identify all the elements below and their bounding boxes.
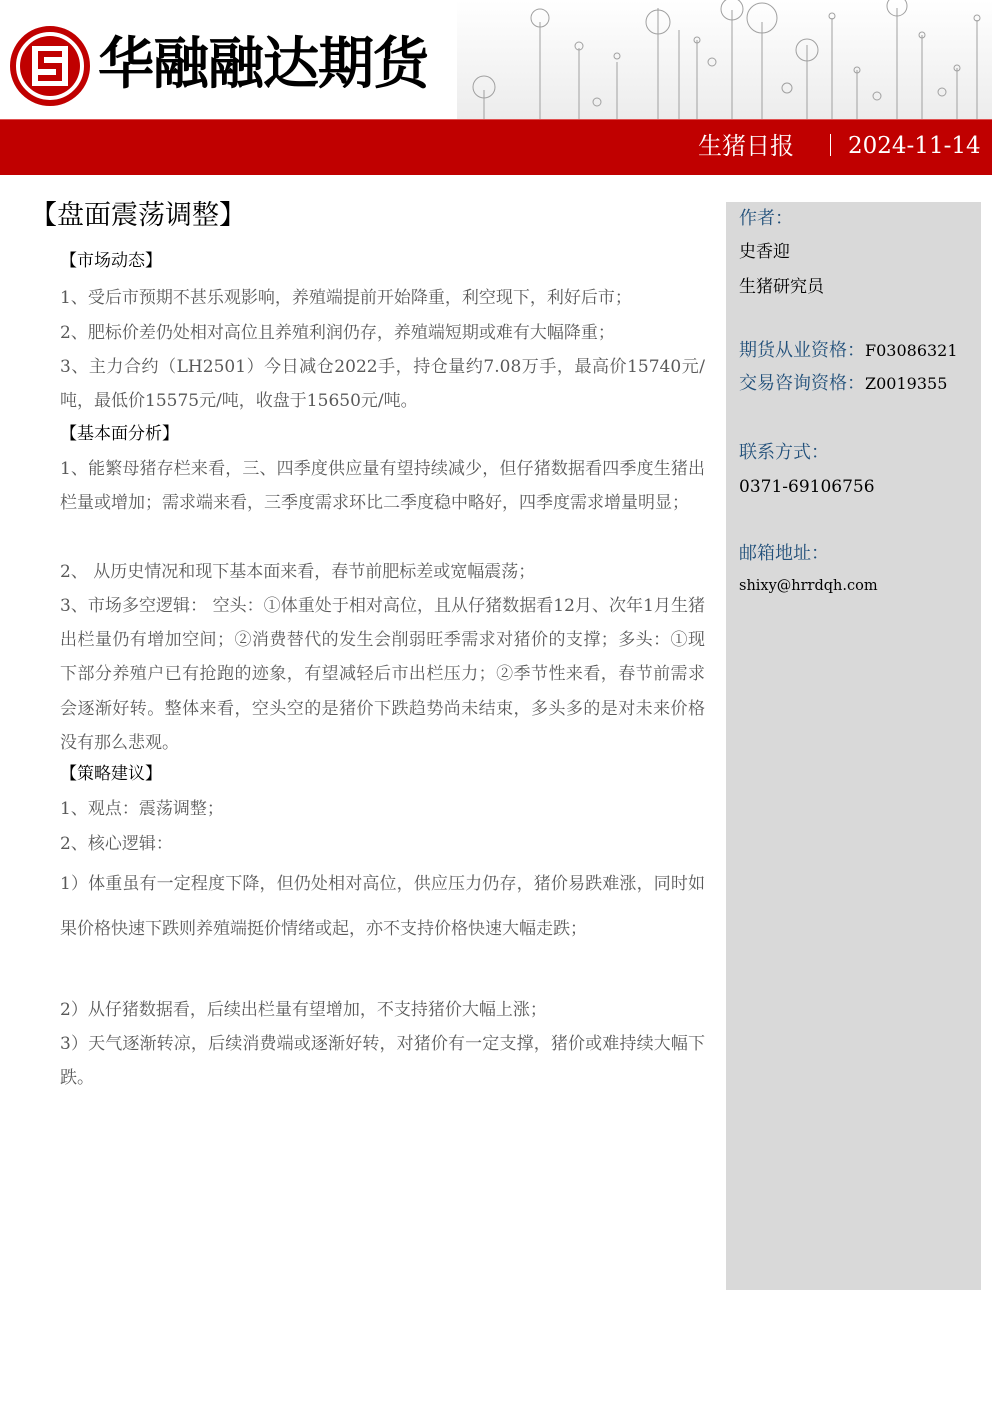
market-line-1: 1、受后市预期不甚乐观影响，养殖端提前开始降重，利空现下，利好后市；	[60, 288, 632, 308]
strategy-line-2: 2、核心逻辑：	[60, 834, 173, 854]
market-line-3: 3、主力合约（LH2501）今日减仓2022手，持仓量约7.08万手，最高价15740元/吨，最低价15575元/吨，收盘于15650元/吨。	[60, 357, 705, 412]
fundamentals-line-3: 3、市场多空逻辑： 空头：①体重处于相对高位，且从仔猪数据看12月、次年1月生猪出栏量仍有增加空间；②消费替代的发生会削弱旺季需求对猪价的支撑；多头：①现下部分养殖户已有抢跑的迹象，有望减轻后市出栏压力；②季节性来看，春节前需求会逐渐好转。整体来看，空头空的是猪价下跌趋势尚未结束，多头多的是对未来价格没有那么悲观。	[60, 596, 705, 753]
section-title-strategy: 【策略建议】	[60, 764, 162, 784]
market-line-2: 2、肥标价差仍处相对高位且养殖利润仍存，养殖端短期或难有大幅降重；	[60, 323, 615, 343]
author-label: 作者：	[739, 208, 793, 229]
futures-qualification-value: F03086321	[865, 341, 958, 360]
report-header	[0, 0, 992, 174]
section-title-market: 【市场动态】	[60, 251, 162, 271]
strategy-line-1: 1、观点：震荡调整；	[60, 799, 224, 819]
contact-label: 联系方式：	[739, 442, 829, 463]
consult-qualification-label: 交易咨询资格：	[739, 373, 865, 394]
strategy-line-4: 2）从仔猪数据看，后续出栏量有望增加，不支持猪价大幅上涨；	[60, 1000, 547, 1020]
email-address[interactable]: shixy@hrrdqh.com	[739, 578, 878, 594]
title-separator	[830, 134, 831, 156]
report-date: 2024-11-14	[848, 133, 981, 159]
consult-qualification-value: Z0019355	[865, 374, 948, 393]
headline: 【盘面震荡调整】	[30, 200, 246, 231]
strategy-line-5: 3）天气逐渐转凉，后续消费端或逐渐好转，对猪价有一定支撑，猪价或难持续大幅下跌。	[60, 1034, 705, 1089]
author-name: 史香迎	[739, 242, 790, 262]
futures-qualification	[739, 336, 958, 366]
title-band	[0, 119, 992, 175]
fundamentals-line-1: 1、能繁母猪存栏来看，三、四季度供应量有望持续减少，但仔猪数据看四季度生猪出栏量或增加；需求端来看，三季度需求环比二季度稳中略好，四季度需求增量明显；	[60, 459, 705, 514]
author-sidebar	[726, 202, 981, 1290]
contact-phone: 0371-69106756	[739, 477, 875, 497]
decorative-pattern	[457, 0, 992, 120]
strategy-line-3: 1）体重虽有一定程度下降，但仍处相对高位，供应压力仍存，猪价易跌难涨，同时如果价格快速下跌则养殖端挺价情绪或起，亦不支持价格快速大幅走跌；	[60, 874, 705, 939]
email-label: 邮箱地址：	[739, 543, 829, 564]
section-title-fundamentals: 【基本面分析】	[60, 424, 179, 444]
author-title: 生猪研究员	[739, 277, 824, 297]
company-logo-icon	[10, 26, 90, 106]
consult-qualification	[739, 369, 947, 399]
company-name: 华融融达期货	[98, 32, 428, 97]
report-name: 生猪日报	[698, 132, 794, 160]
fundamentals-line-2: 2、 从历史情况和现下基本面来看，春节前肥标差或宽幅震荡；	[60, 562, 536, 582]
futures-qualification-label: 期货从业资格：	[739, 340, 865, 361]
